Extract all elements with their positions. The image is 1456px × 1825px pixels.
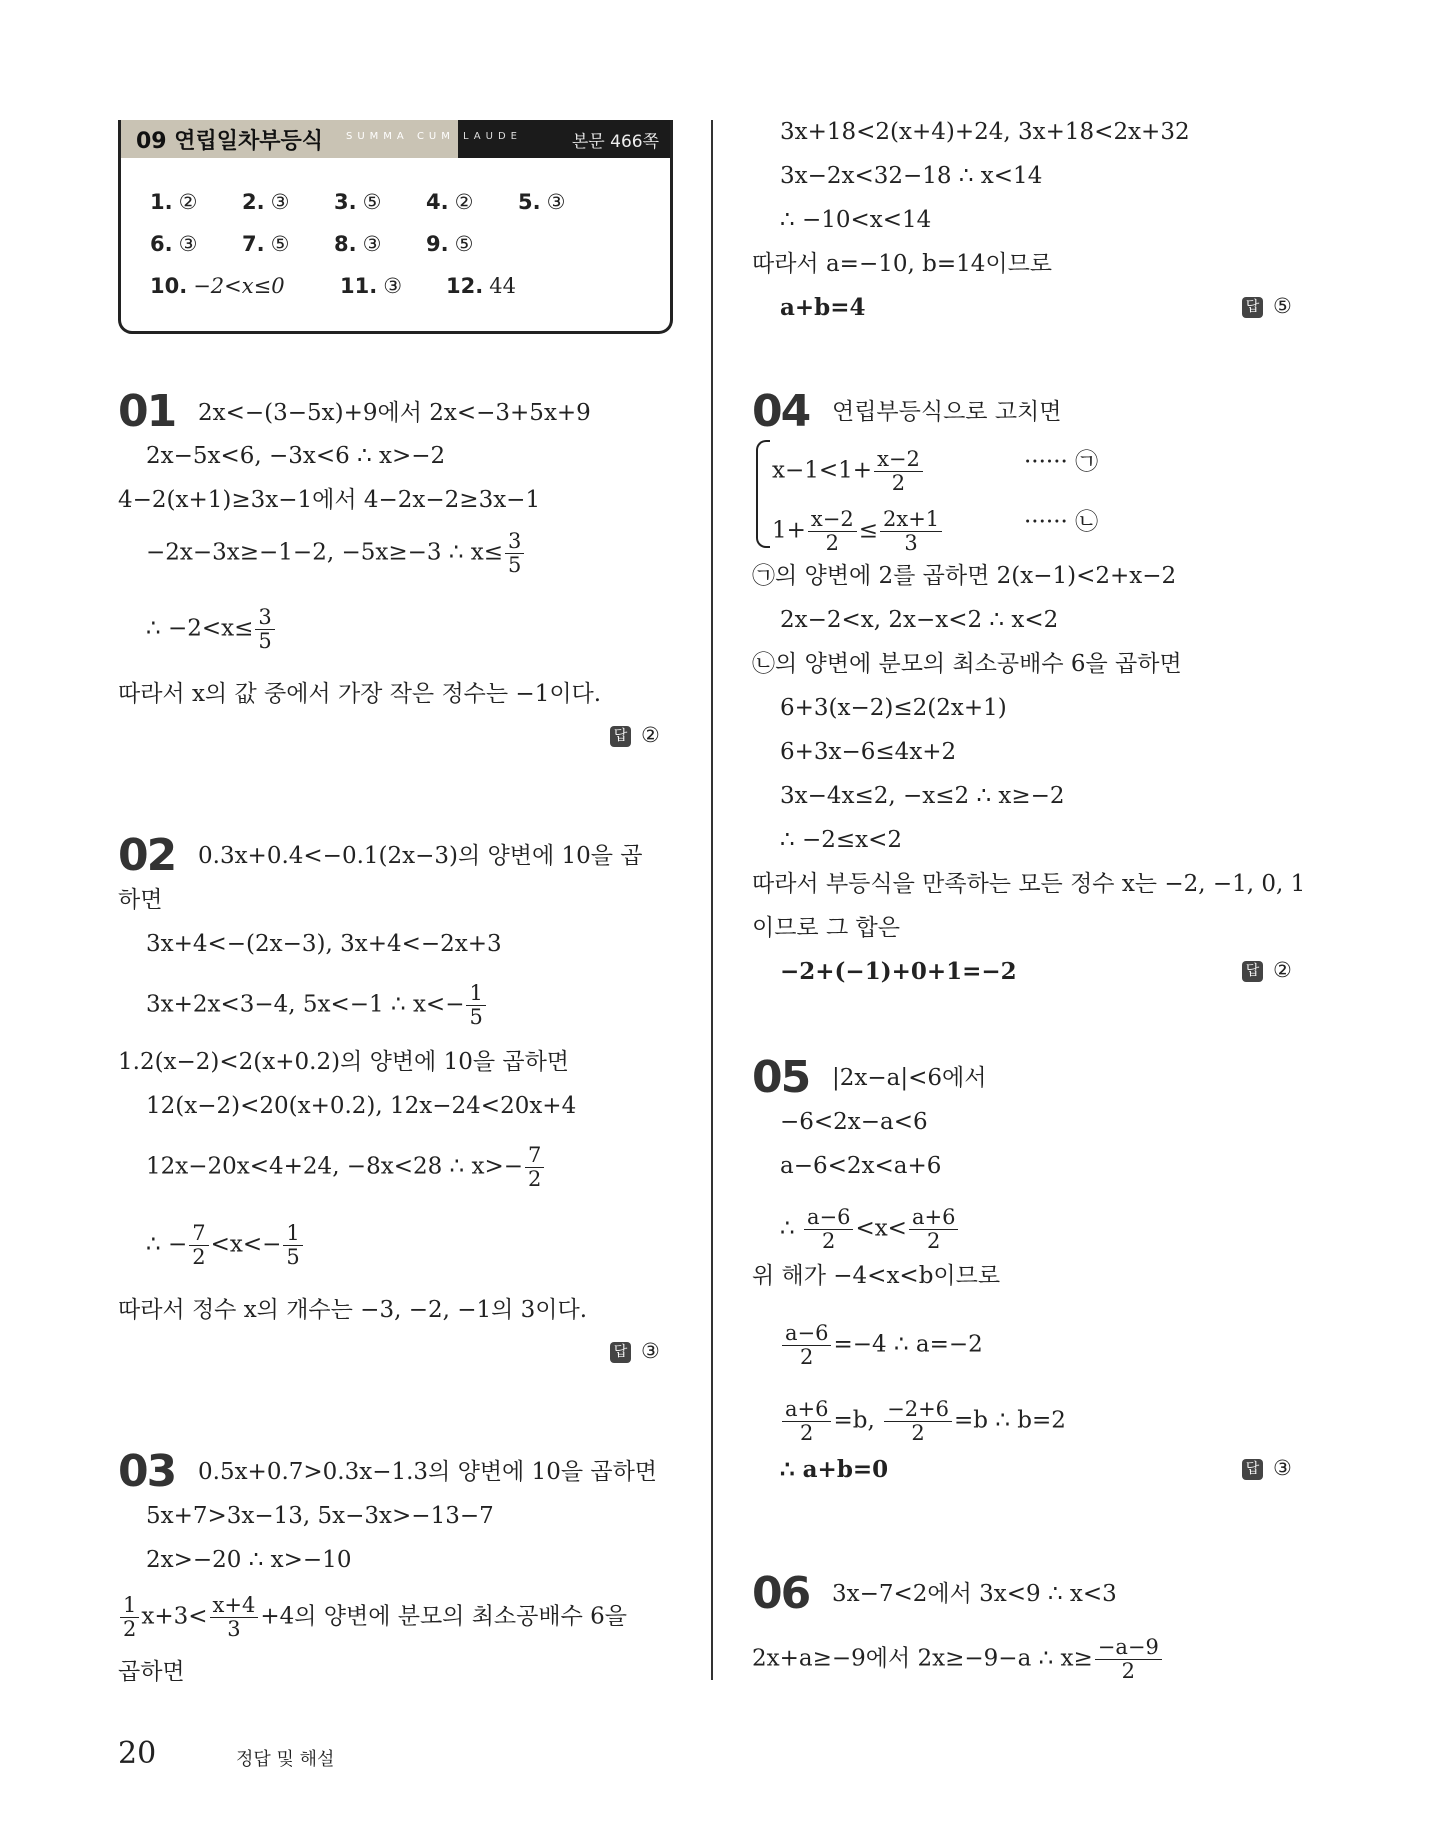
solution-line: 4−2(x+1)≥3x−1에서 4−2x−2≥3x−1 (118, 487, 541, 513)
fraction: $\frac{x-2}{2}$ (808, 508, 857, 555)
answer-item: 8. ③ (334, 232, 382, 256)
solution-line: ∴ − $\frac{7}{2}$ <x<− $\frac{1}{5}$ (146, 1222, 305, 1269)
solution-line: ∴ −2<x≤ $\frac{3}{5}$ (146, 606, 277, 653)
solution-line: −2x−3x≥−1−2, −5x≥−3 ∴ x≤ $\frac{3}{5}$ (146, 530, 526, 577)
solution-line: 따라서 정수 x의 개수는 −3, −2, −1의 3이다. (118, 1297, 588, 1323)
answer-tag-icon: 답 (1242, 297, 1263, 318)
fraction: $\frac{x+4}{3}$ (210, 1594, 259, 1641)
answer-marker: 답 ③ (1242, 1456, 1292, 1480)
answer-item: 12. 44 (446, 274, 516, 298)
answer-item: 7. ⑤ (242, 232, 290, 256)
answer-item: 3. ⑤ (334, 190, 382, 214)
equation-marker: ······ ㉠ (1024, 449, 1099, 475)
answer-item: 2. ③ (242, 190, 290, 214)
fraction: $\frac{a+6}{2}$ (782, 1398, 831, 1445)
laude-label: LAUDE (463, 131, 522, 142)
solution-line: 3x−2x<32−18 ∴ x<14 (780, 163, 1043, 189)
solution-line: 0.5x+0.7>0.3x−1.3의 양변에 10을 곱하면 (198, 1459, 658, 1485)
column-divider (711, 120, 713, 1680)
fraction: $\frac{7}{2}$ (189, 1222, 208, 1269)
system-row: x−1<1+ $\frac{x-2}{2}$ (772, 448, 925, 495)
solution-line: 1.2(x−2)<2(x+0.2)의 양변에 10을 곱하면 (118, 1049, 570, 1075)
fraction: $\frac{7}{2}$ (525, 1144, 544, 1191)
fraction: $\frac{a-6}{2}$ (804, 1206, 853, 1253)
solution-line: 따라서 x의 값 중에서 가장 작은 정수는 −1이다. (118, 681, 602, 707)
problem-number: 02 (118, 830, 176, 881)
answer-item: 9. ⑤ (426, 232, 474, 256)
page-number: 20 (118, 1736, 157, 1771)
fraction: $\frac{a-6}{2}$ (782, 1322, 831, 1369)
solution-line: 2x>−20 ∴ x>−10 (146, 1547, 352, 1573)
system-brace (756, 440, 770, 548)
answer-item: 1. ② (150, 190, 198, 214)
solution-line: a+b=4 (780, 294, 866, 321)
answer-item: 4. ② (426, 190, 474, 214)
answer-item: 10. −2<x≤0 (150, 274, 285, 298)
solution-line: 6+3x−6≤4x+2 (780, 739, 957, 765)
solution-line: 2x<−(3−5x)+9에서 2x<−3+5x+9 (198, 400, 591, 426)
solution-line: $\frac{1}{2}$ x+3< $\frac{x+4}{3}$ +4의 양변에 분모의 최소공배수 6을 (118, 1594, 627, 1641)
summa-cum-label: SUMMA CUM (346, 131, 455, 142)
answer-tag-icon: 답 (610, 726, 631, 747)
answer-item: 5. ③ (518, 190, 566, 214)
solution-line: |2x−a|<6에서 (832, 1065, 987, 1091)
answer-tag-icon: 답 (1242, 961, 1263, 982)
fraction: $\frac{1}{5}$ (466, 982, 485, 1029)
solution-line: 3x−7<2에서 3x<9 ∴ x<3 (832, 1581, 1117, 1607)
answer-item: 6. ③ (150, 232, 198, 256)
answer-box (118, 120, 673, 334)
solution-line: 2x−5x<6, −3x<6 ∴ x>−2 (146, 443, 446, 469)
solution-line: ∴ $\frac{a-6}{2}$ <x< $\frac{a+6}{2}$ (780, 1206, 960, 1253)
solution-line: 따라서 부등식을 만족하는 모든 정수 x는 −2, −1, 0, 1 (752, 871, 1306, 897)
fraction: $\frac{-2+6}{2}$ (884, 1398, 952, 1445)
solution-line: ㉡의 양변에 분모의 최소공배수 6을 곱하면 (752, 651, 1182, 677)
fraction: $\frac{2x+1}{3}$ (880, 508, 942, 555)
solution-line: −6<2x−a<6 (780, 1109, 928, 1135)
solution-line: 3x+4<−(2x−3), 3x+4<−2x+3 (146, 931, 502, 957)
fraction: $\frac{-a-9}{2}$ (1095, 1636, 1162, 1683)
solution-line: ∴ −10<x<14 (780, 207, 932, 233)
solution-line: 이므로 그 합은 (752, 915, 900, 941)
solution-line: −2+(−1)+0+1=−2 (780, 958, 1017, 985)
solution-line: 0.3x+0.4<−0.1(2x−3)의 양변에 10을 곱 (198, 843, 643, 869)
solution-line: ∴ a+b=0 (780, 1456, 889, 1483)
solution-line: 따라서 a=−10, b=14이므로 (752, 251, 1053, 277)
solution-line: 3x+2x<3−4, 5x<−1 ∴ x<− $\frac{1}{5}$ (146, 982, 488, 1029)
fraction: $\frac{a+6}{2}$ (909, 1206, 958, 1253)
solution-line: 2x−2<x, 2x−x<2 ∴ x<2 (780, 607, 1059, 633)
fraction: $\frac{3}{5}$ (505, 530, 524, 577)
solution-line: 12x−20x<4+24, −8x<28 ∴ x>− $\frac{7}{2}$ (146, 1144, 546, 1191)
solution-line: 하면 (118, 887, 163, 913)
fraction: $\frac{1}{5}$ (283, 1222, 302, 1269)
solution-line: 3x−4x≤2, −x≤2 ∴ x≥−2 (780, 783, 1065, 809)
solution-line: 6+3(x−2)≤2(2x+1) (780, 695, 1007, 721)
solution-line: 위 해가 −4<x<b이므로 (752, 1263, 1001, 1289)
solution-line: 곱하면 (118, 1659, 185, 1685)
footer-label: 정답 및 해설 (236, 1749, 335, 1770)
solution-line: 12(x−2)<20(x+0.2), 12x−24<20x+4 (146, 1093, 577, 1119)
problem-number: 01 (118, 386, 176, 437)
solution-line: ∴ −2≤x<2 (780, 827, 902, 853)
answer-marker: 답 ② (610, 723, 660, 747)
solution-line: a−6<2x<a+6 (780, 1153, 942, 1179)
problem-number: 05 (752, 1052, 810, 1103)
problem-number: 03 (118, 1446, 176, 1497)
answer-tag-icon: 답 (1242, 1459, 1263, 1480)
fraction: $\frac{1}{2}$ (120, 1594, 139, 1641)
system-row: 1+ $\frac{x-2}{2}$ ≤ $\frac{2x+1}{3}$ (772, 508, 944, 555)
problem-number: 06 (752, 1568, 810, 1619)
problem-number: 04 (752, 386, 810, 437)
solution-line: 2x+a≥−9에서 2x≥−9−a ∴ x≥ $\frac{-a-9}{2}$ (752, 1636, 1164, 1683)
section-title: 09 연립일차부등식 (136, 129, 324, 154)
solution-line: 5x+7>3x−13, 5x−3x>−13−7 (146, 1503, 494, 1529)
answer-marker: 답 ③ (610, 1339, 660, 1363)
fraction: $\frac{3}{5}$ (255, 606, 274, 653)
solution-line: $\frac{a-6}{2}$ =−4 ∴ a=−2 (780, 1322, 983, 1369)
answer-item: 11. ③ (340, 274, 403, 298)
solution-line: 연립부등식으로 고치면 (832, 399, 1062, 425)
equation-marker: ······ ㉡ (1024, 509, 1099, 535)
solution-line: $\frac{a+6}{2}$ =b, $\frac{-2+6}{2}$ =b ∴ b=2 (780, 1398, 1066, 1445)
solution-line: 3x+18<2(x+4)+24, 3x+18<2x+32 (780, 119, 1190, 145)
fraction: $\frac{x-2}{2}$ (874, 448, 923, 495)
answer-tag-icon: 답 (610, 1342, 631, 1363)
page-reference: 본문 466쪽 (571, 132, 659, 152)
answer-marker: 답 ② (1242, 958, 1292, 982)
solution-line: ㉠의 양변에 2를 곱하면 2(x−1)<2+x−2 (752, 563, 1177, 589)
answer-marker: 답 ⑤ (1242, 294, 1292, 318)
